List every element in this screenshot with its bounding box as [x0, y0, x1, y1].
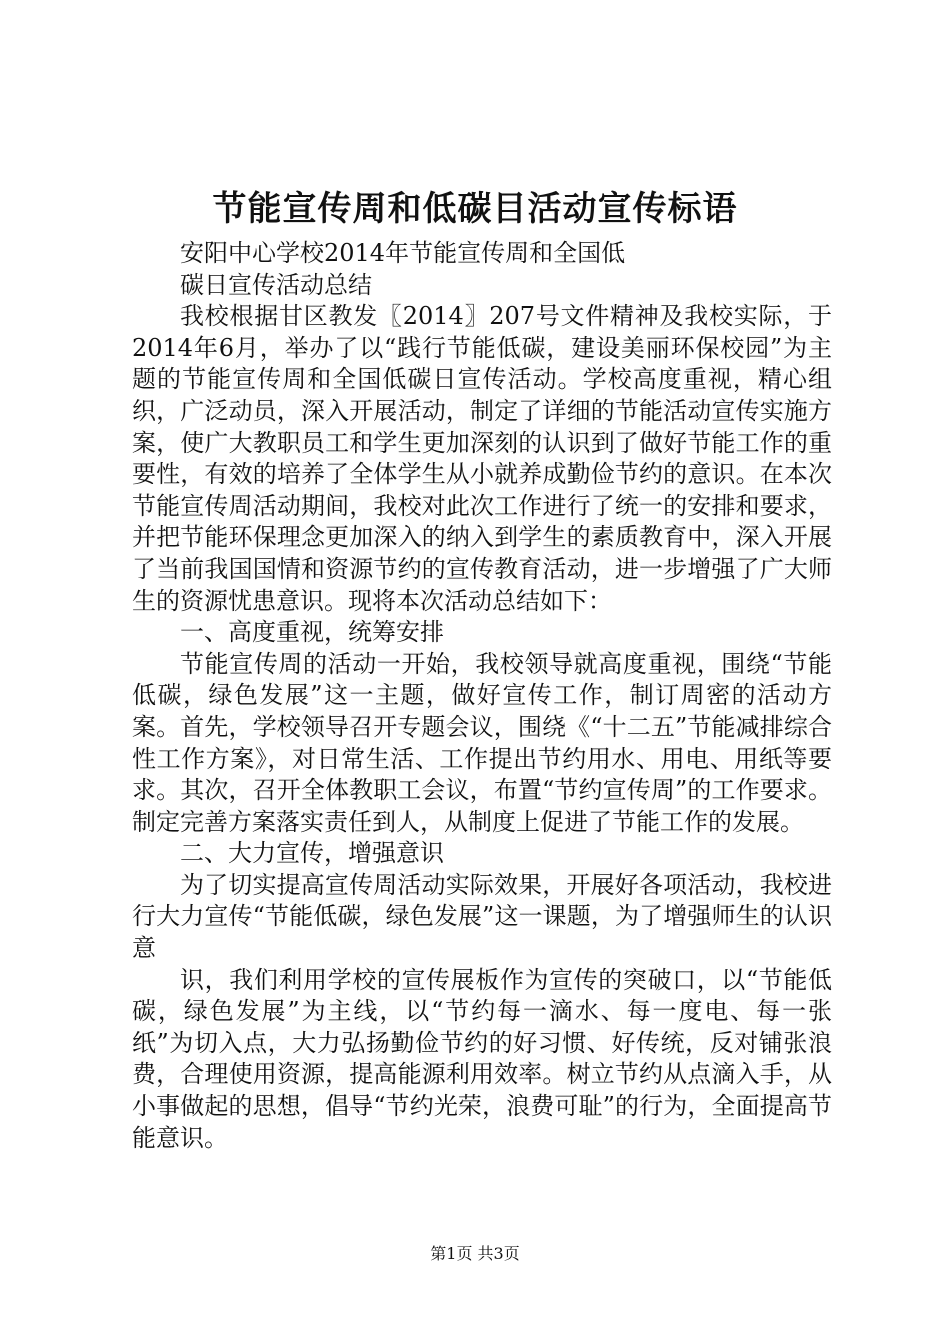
paragraph-section-1: 节能宣传周的活动一开始，我校领导就高度重视，围绕“节能低碳，绿色发展”这一主题，做好宣传工作，制订周密的活动方案。首先，学校领导召开专题会议，围绕《“十二五”节能减排综合性工作方案》，对日常生活、工作提出节约用水、用电、用纸等要求。其次，召开全体教职工会议，布置“节约宣传周”的工作要求。制定完善方案落实责任到人，从制度上促进了节能工作的发展。: [132, 649, 832, 836]
subtitle-line-1: 安阳中心学校2014年节能宣传周和全国低: [180, 239, 626, 267]
document-title: 节能宣传周和低碳目活动宣传标语: [212, 189, 738, 229]
document-body: [132, 238, 832, 1154]
paragraph-section-2a: 为了切实提高宣传周活动实际效果，开展好各项活动，我校进行大力宣传“节能低碳，绿色发展”这一课题，为了增强师生的认识意: [132, 870, 832, 963]
section-heading-1: 一、高度重视，统筹安排: [180, 618, 444, 647]
paragraph-intro: 我校根据甘区教发〖2014〗207号文件精神及我校实际，于2014年6月，举办了以“践行节能低碳，建设美丽环保校园”为主题的节能宣传周和全国低碳日宣传活动。学校高度重视，精心组织，广泛动员，深入开展活动，制定了详细的节能活动宣传实施方案，使广大教职员工和学生更加深刻的认识到了做好节能工作的重要性，有效的培养了全体学生从小就养成勤俭节约的意识。在本次节能宣传周活动期间，我校对此次工作进行了统一的安排和要求，并把节能环保理念更加深入的纳入到学生的素质教育中，深入开展了当前我国国情和资源节约的宣传教育活动，进一步增强了广大师生的资源忧患意识。现将本次活动总结如下：: [132, 302, 832, 615]
paragraph-section-2b: 识，我们利用学校的宣传展板作为宣传的突破口，以“节能低碳，绿色发展”为主线，以“节约每一滴水、每一度电、每一张纸”为切入点，大力弘扬勤俭节约的好习惯、好传统，反对铺张浪费，合理使用资源，提高能源利用效率。树立节约从点滴入手，从小事做起的思想，倡导“节约光荣，浪费可耻”的行为，全面提高节能意识。: [132, 965, 832, 1152]
page-footer: 第1页 共3页: [430, 1244, 520, 1263]
section-heading-2: 二、大力宣传，增强意识: [180, 839, 444, 868]
subtitle-line-2: 碳日宣传活动总结: [180, 270, 372, 299]
